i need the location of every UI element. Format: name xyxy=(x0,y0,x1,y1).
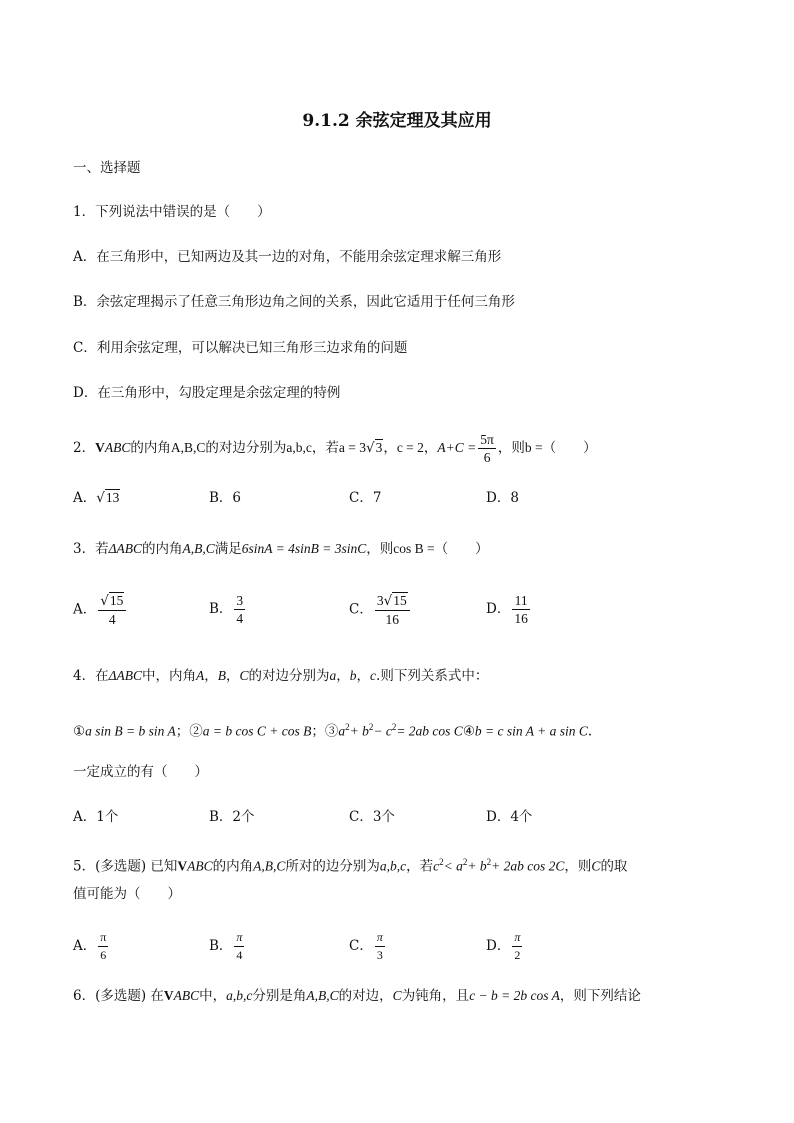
q5-option-a: A． $\frac{\pi}{6}$ xyxy=(73,930,107,962)
q5-stem: 5．(多选题) 已知VABC的内角A,B,C所对的边分别为a,b,c，若$c^2< a^2+ b^2+ 2ab$ cos 2C，则C的取 xyxy=(73,857,628,875)
q5-stem-line2: 值可能为（ ） xyxy=(73,886,181,902)
q1-option-a: A．在三角形中，已知两边及其一边的对角，不能用余弦定理求解三角形 xyxy=(73,249,502,265)
page-title: 9.1.2 余弦定理及其应用 xyxy=(302,111,492,131)
triangle-symbol: V xyxy=(163,988,174,1003)
q1-option-b: B．余弦定理揭示了任意三角形边角之间的关系，因此它适用于任何三角形 xyxy=(73,294,515,310)
q2-option-b: B．6 xyxy=(209,490,242,506)
q3-option-d: D． $\frac{11}{16}$ xyxy=(486,593,528,626)
q4-option-d: D．4个 xyxy=(486,809,533,825)
q4-option-b: B．2个 xyxy=(209,809,255,825)
q4-tail: 一定成立的有（ ） xyxy=(73,764,208,780)
q5-option-b: B． $\frac{\pi}{4}$ xyxy=(209,930,243,962)
q2-option-c: C．7 xyxy=(349,490,382,506)
fraction: $\frac{5\pi}{6}$ xyxy=(480,432,494,465)
q1-stem: 1．下列说法中错误的是（ ） xyxy=(73,204,271,220)
q4-option-a: A．1个 xyxy=(73,809,119,825)
sqrt-expression: √3 xyxy=(365,440,383,456)
triangle-symbol: V xyxy=(177,858,188,874)
q2-option-d: D．8 xyxy=(486,490,519,506)
q3-option-a: A． $\frac{√15}{4}$ xyxy=(73,592,128,628)
q2-option-a: A．√13 xyxy=(73,490,120,506)
q1-option-c: C．利用余弦定理，可以解决已知三角形三边求角的问题 xyxy=(73,340,408,356)
q2-stem: 2．VABC的内角A,B,C的对边分别为a,b,c，若a = 3√3，c = 2，A+C = $\frac{5\pi}{6}$ ，则b =（ ） xyxy=(73,432,597,465)
q3-option-c: C． $\frac{3√15}{16}$ xyxy=(349,592,412,628)
q4-option-c: C．3个 xyxy=(349,809,395,825)
q1-option-d: D．在三角形中，勾股定理是余弦定理的特例 xyxy=(73,385,341,401)
q4-relations: ①a sin B = b sin A；②a = b cos C + cos B；$③a^2+ b^2- c^2= 2ab$ cos C④b = c sin A + a sin C. xyxy=(73,722,593,740)
q6-stem: 6．(多选题) 在VABC中，a,b,c分别是角A,B,C的对边，C为钝角，且c − b = 2b cos A，则下列结论 xyxy=(73,988,641,1004)
q3-option-b: B． $\frac{3}{4}$ xyxy=(209,593,244,626)
section-heading: 一、选择题 xyxy=(73,160,141,176)
q4-stem: 4．在ΔABC中，内角A，B，C的对边分别为a，b，c.则下列关系式中： xyxy=(73,668,489,684)
q3-stem: 3．若ΔABC的内角A,B,C满足6sinA = 4sinB = 3sinC，则cos B =（ ） xyxy=(73,541,489,557)
triangle-symbol: V xyxy=(95,440,105,455)
q5-option-d: D． $\frac{\pi}{2}$ xyxy=(486,930,521,962)
q5-option-c: C． $\frac{\pi}{3}$ xyxy=(349,930,383,962)
